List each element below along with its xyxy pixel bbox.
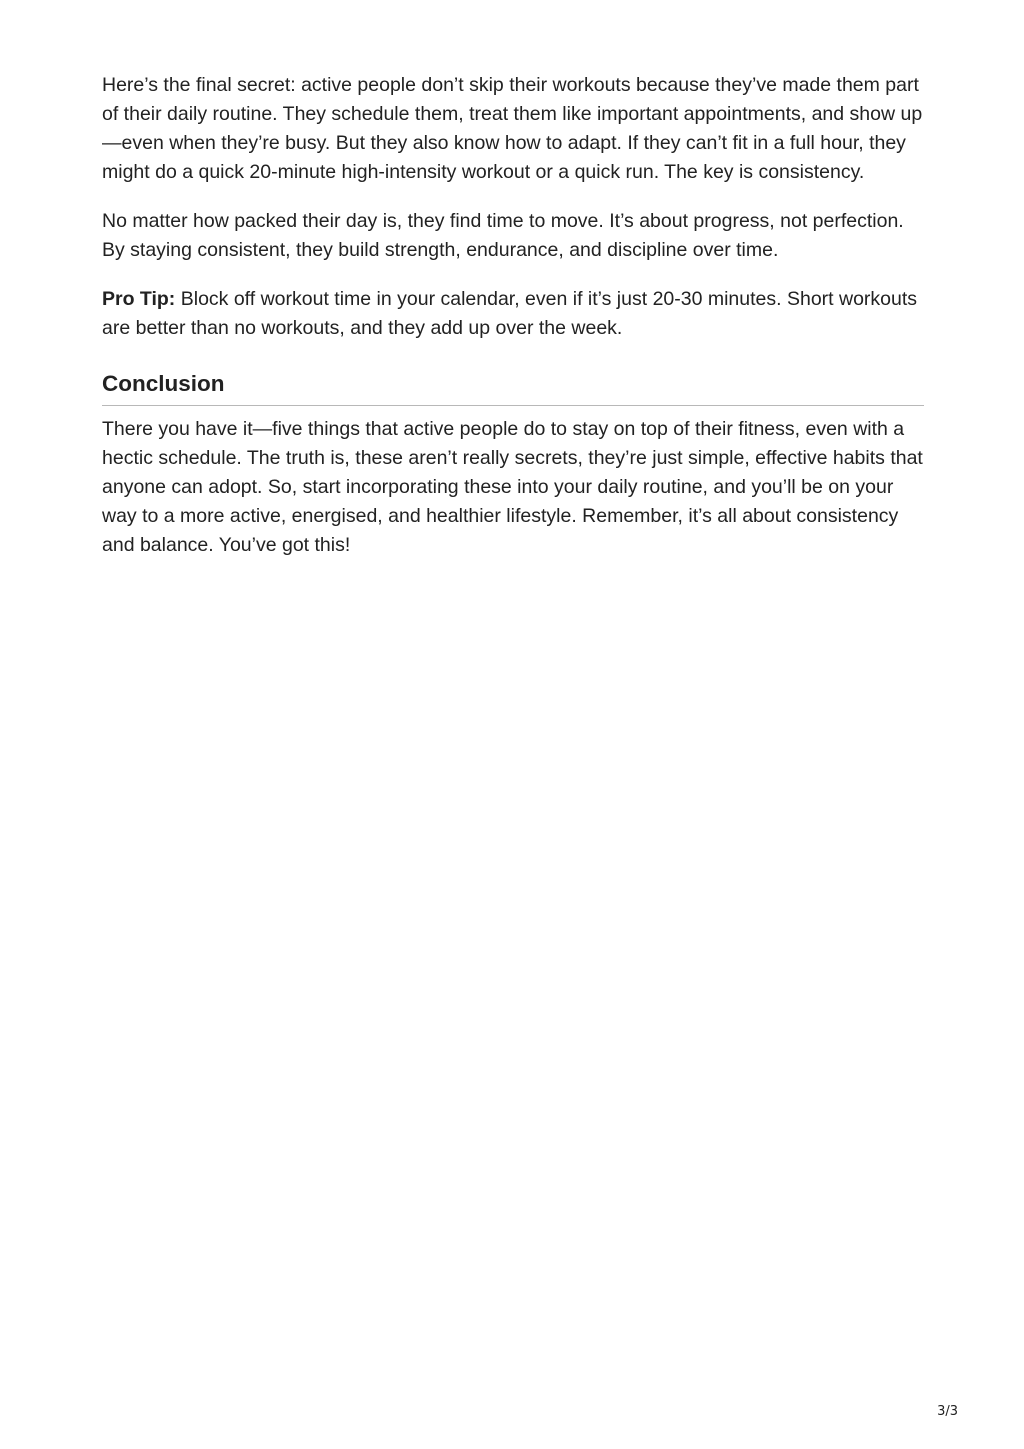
pro-tip-paragraph [102,285,924,343]
conclusion-paragraph: There you have it—five things that active people do to stay on top of their fitness, even with a hectic schedule. The truth is, these aren’t really secrets, they’re just simple, effective habits that anyone can adopt. So, start incorporating these into your daily routine, and you’ll be on your way to a more active, energised, and healthier lifestyle. Remember, it’s all about consistency and balance. You’ve got this! [102,418,923,556]
paragraph-final-secret: Here’s the final secret: active people don’t skip their workouts because they’ve made them part of their daily routine. They schedule them, treat them like important appointments, and show up—even when they’re busy. But they also know how to adapt. If they can’t fit in a full hour, they might do a quick 20-minute high-intensity workout or a quick run. The key is consistency. [102,74,923,183]
page-number: 3/3 [937,1404,958,1419]
conclusion-heading: Conclusion [102,369,924,406]
paragraph-progress: No matter how packed their day is, they find time to move. It’s about progress, not perfection. By staying consistent, they build strength, endurance, and discipline over time. [102,210,904,261]
pro-tip-text: Block off workout time in your calendar, even if it’s just 20-30 minutes. Short workouts are better than no workouts, and they add up over the week. [102,288,918,339]
pro-tip-label: Pro Tip: [102,288,176,310]
document-page [102,71,924,560]
